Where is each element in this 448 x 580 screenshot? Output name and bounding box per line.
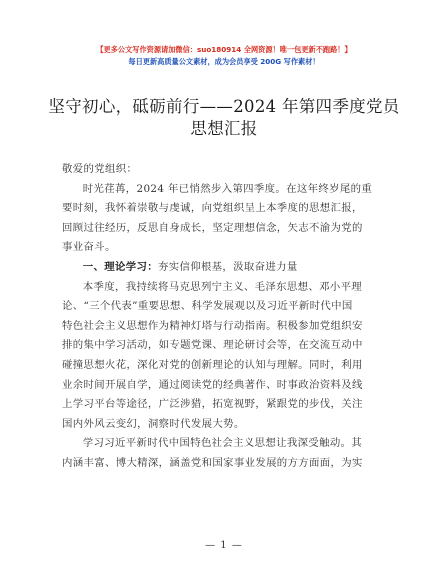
section-heading-label: 一、理论学习： (82, 260, 158, 273)
paragraph-line: 国内外风云变幻，洞察时代发展大势。 (62, 417, 245, 430)
section-heading (62, 258, 392, 278)
paragraph-line: 排的集中学习活动，如专题党课、理论研讨会等，在交流互动中 (62, 339, 363, 352)
paragraph-line: 上学习平台等途径，广泛涉猎，拓宽视野，紧跟党的步伐，关注 (62, 398, 363, 411)
paragraph-line: 特色社会主义思想作为精神灯塔与行动指南。积极参加党组织安 (62, 319, 363, 332)
paragraph-line: 时光荏苒，2024 年已悄然步入第四季度。在这年终岁尾的重 (82, 182, 373, 195)
promo-banner-line-2: 每日更新高质量公文素材，成为会员享受 200G 写作素材！ (128, 57, 320, 66)
salutation: 敬爱的党组织： (62, 163, 138, 175)
paragraph-line: 事业奋斗。 (62, 241, 116, 254)
paragraph-line: 回顾过往经历，反思自身成长，坚定理想信念，矢志不渝为党的 (62, 221, 363, 234)
page-number: — 1 — (205, 540, 243, 551)
paragraph-line: 要时刻，我怀着崇敬与虔诚，向党组织呈上本季度的思想汇报， (62, 202, 363, 215)
paragraph-line: 业余时间开展自学，通过阅读党的经典著作、时事政治资料及线 (62, 378, 363, 391)
paragraph-line: 论、“三个代表”重要思想、科学发展观以及习近平新时代中国 (62, 300, 353, 313)
paragraph-line: 内涵丰富、博大精深，涵盖党和国家事业发展的方方面面，为实 (62, 456, 363, 469)
title-line-2: 思想汇报 (190, 119, 258, 138)
paragraph-line: 碰撞思想火花，深化对党的创新理论的认知与理解。同时，利用 (62, 358, 363, 371)
title-line-1: 坚守初心，砥砺前行——2024 年第四季度党员 (48, 97, 400, 116)
document-title (40, 96, 408, 140)
paragraph-line: 学习习近平新时代中国特色社会主义思想让我深受触动。其 (82, 437, 363, 450)
paragraph-line: 本季度，我持续将马克思列宁主义、毛泽东思想、邓小平理 (82, 280, 363, 293)
promo-banner-line-1: 【更多公文写作资源请加微信：suo180914 全网资源！唯一包更新不跑路！】 (96, 45, 352, 54)
document-body (62, 160, 392, 474)
section-heading-text: 夯实信仰根基，汲取奋进力量 (157, 260, 298, 273)
